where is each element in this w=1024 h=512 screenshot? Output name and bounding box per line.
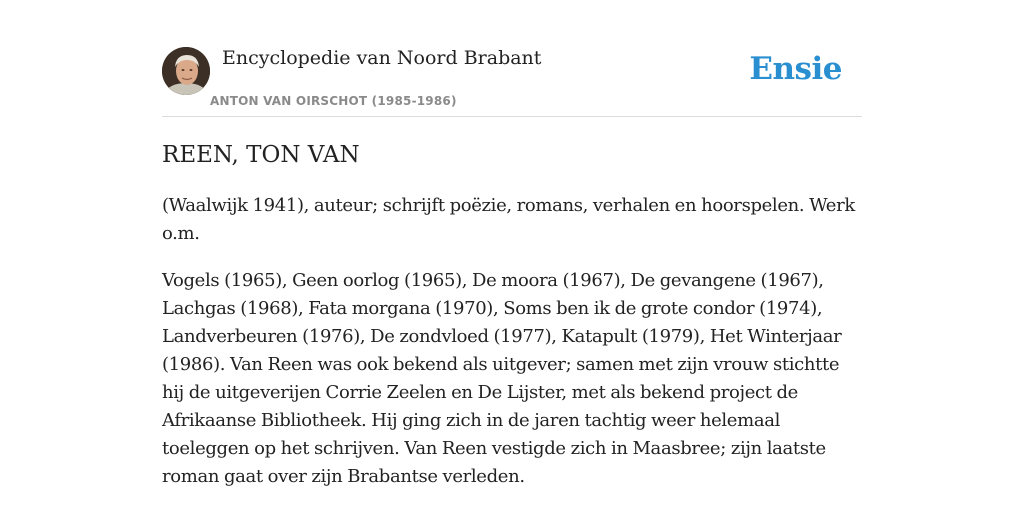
- entry-paragraph-intro: (Waalwijk 1941), auteur; schrijft poëzie, romans, verhalen en hoorspelen. Werk o.m.: [162, 195, 855, 244]
- source-header: [162, 44, 862, 117]
- source-author: ANTON VAN OIRSCHOT (1985-1986): [210, 94, 457, 108]
- author-portrait-icon: [162, 47, 210, 95]
- entry-title: REEN, TON VAN: [162, 142, 360, 168]
- ensie-logo[interactable]: Ensie: [749, 51, 842, 87]
- source-title[interactable]: Encyclopedie van Noord Brabant: [222, 47, 542, 69]
- author-avatar[interactable]: [162, 47, 210, 95]
- entry-paragraph-works: Vogels (1965), Geen oorlog (1965), De moora (1967), De gevangene (1967), Lachgas (1968), Fata morgana (1970), Soms ben ik de grote condor (1974), Landverbeuren (1976), De zondvloed (1977), Katapult (1979), Het Winterjaar (1986). Van Reen was ook bekend als uitgever; samen met zijn vrouw stichtte hij de uitgeverijen Corrie Zeelen en De Lijster, met als bekend project de Afrikaanse Bibliotheek. Hij ging zich in de jaren tachtig weer helemaal toeleggen op het schrijven. Van Reen vestigde zich in Maasbree; zijn laatste roman gaat over zijn Brabantse verleden.: [162, 270, 842, 487]
